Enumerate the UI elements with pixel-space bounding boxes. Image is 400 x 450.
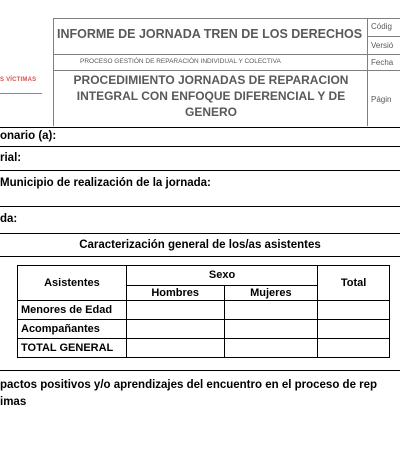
header-border-left xyxy=(53,18,54,126)
cell-companions-total[interactable] xyxy=(318,320,390,339)
header-asistentes: Asistentes xyxy=(18,266,127,301)
header-border-top xyxy=(53,18,400,19)
form-rule-top xyxy=(0,127,400,128)
form-rule-6 xyxy=(0,370,400,371)
row-label-companions: Acompañantes xyxy=(18,320,127,339)
cell-companions-women[interactable] xyxy=(224,320,318,339)
form-rule-3 xyxy=(0,206,400,207)
cell-minors-men[interactable] xyxy=(126,301,224,320)
cell-companions-men[interactable] xyxy=(126,320,224,339)
page-label: Págin xyxy=(371,95,392,104)
header-total: Total xyxy=(318,266,390,301)
cell-total-total[interactable] xyxy=(318,339,390,358)
row-label-total: TOTAL GENERAL xyxy=(18,339,127,358)
form-rule-4 xyxy=(0,233,400,234)
procedure-name: PROCEDIMIENTO JORNADAS DE REPARACION INTEGRAL CON ENFOQUE DIFERENCIAL Y DE GENERO xyxy=(73,73,349,119)
form-rule-5 xyxy=(0,256,400,257)
header-sexo: Sexo xyxy=(126,266,317,286)
cell-total-women[interactable] xyxy=(224,339,318,358)
impacts-label-line2: imas xyxy=(0,396,27,408)
header-border-right xyxy=(367,18,368,126)
municipality-label: Municipio de realización de la jornada: xyxy=(0,177,211,189)
cell-minors-total[interactable] xyxy=(318,301,390,320)
form-rule-1 xyxy=(0,146,400,147)
cell-total-men[interactable] xyxy=(126,339,224,358)
version-label: Versió xyxy=(371,41,394,50)
table-row xyxy=(18,320,390,339)
header-mujeres: Mujeres xyxy=(224,285,318,300)
cell-minors-women[interactable] xyxy=(224,301,318,320)
header-right-divider xyxy=(367,36,400,37)
table-row xyxy=(18,339,390,358)
header-divider-2 xyxy=(53,70,400,71)
official-name-label: onario (a): xyxy=(0,130,57,142)
report-title: INFORME DE JORNADA TREN DE LOS DERECHOS xyxy=(57,27,363,41)
header-hombres: Hombres xyxy=(126,285,224,300)
attendees-table xyxy=(17,265,390,358)
date-label: Fecha xyxy=(371,58,394,67)
form-rule-2 xyxy=(0,170,400,171)
code-label: Códig xyxy=(371,22,392,31)
header-divider-1 xyxy=(53,54,400,55)
logo-underline xyxy=(0,93,42,94)
process-name: PROCESO GESTIÓN DE REPARACIÓN INDIVIDUAL Y COLECTIVA xyxy=(80,58,281,65)
logo-text: S VÍCTIMAS xyxy=(0,77,37,83)
date-field-label: da: xyxy=(0,213,18,225)
territorial-label: rial: xyxy=(0,152,22,164)
table-row xyxy=(18,301,390,320)
row-label-minors: Menores de Edad xyxy=(18,301,127,320)
impacts-label-line1: pactos positivos y/o aprendizajes del encuentro en el proceso de rep xyxy=(0,379,378,391)
attendees-section-title: Caracterización general de los/as asistentes xyxy=(79,239,321,251)
